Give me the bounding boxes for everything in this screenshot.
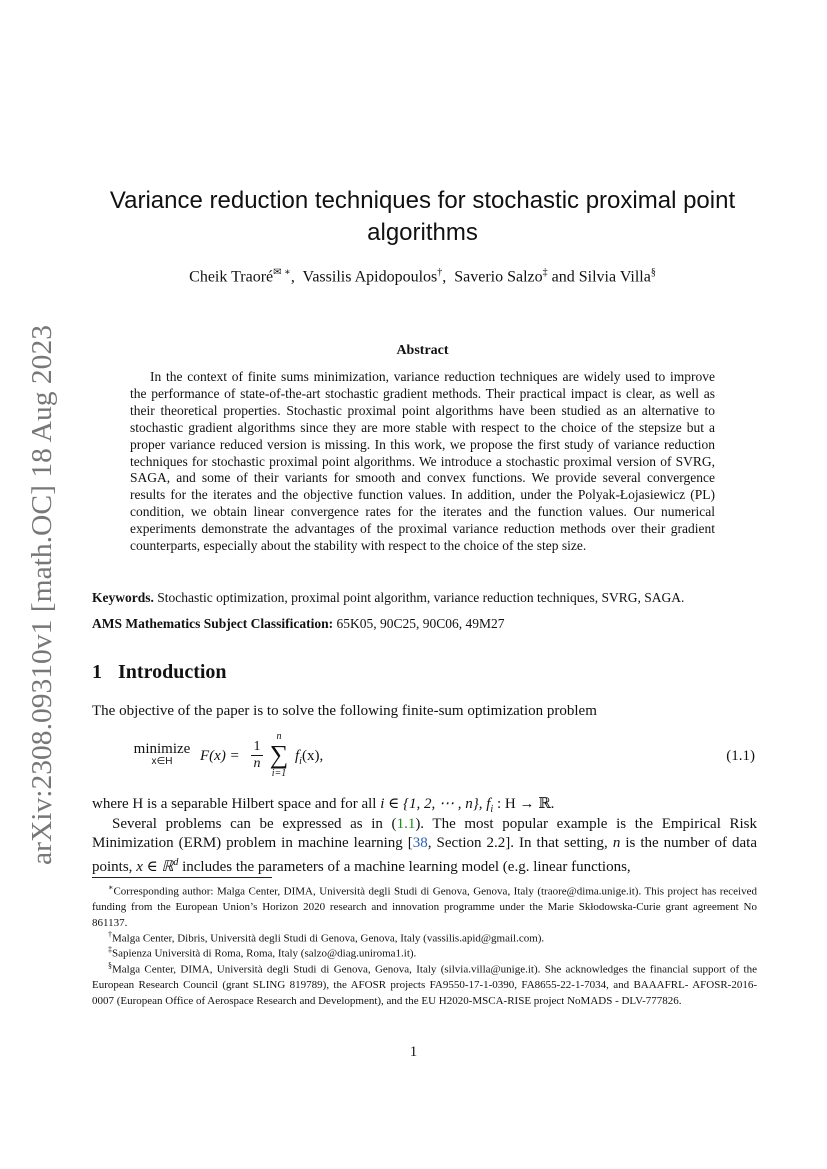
author-mark: ‡	[542, 267, 548, 278]
p2-text: , Section 2.2]. In that setting,	[427, 835, 608, 851]
keywords-text: Stochastic optimization, proximal point algorithm, variance reduction techniques, SVRG, SAGA.	[157, 590, 685, 605]
sum-lower-limit: i=1	[271, 768, 287, 779]
p2-math-superscript: d	[173, 857, 179, 868]
arxiv-stamp-text: arXiv:2308.09310v1 [math.OC] 18 Aug 2023	[27, 353, 58, 865]
author-name: Vassilis Apidopoulos	[302, 268, 438, 286]
footnote-mark: †	[108, 930, 112, 939]
author-name: Cheik Traoré	[189, 268, 274, 286]
sum-symbol: ∑	[269, 740, 289, 769]
equation-sum	[266, 731, 292, 779]
equation-fraction	[251, 739, 263, 772]
where-mapping: : H → ℝ.	[496, 796, 555, 812]
p2-math: n	[612, 835, 621, 851]
fraction-numerator: 1	[253, 739, 261, 754]
intro-paragraph: The objective of the paper is to solve the following finite-sum optimization problem	[92, 703, 597, 719]
equation-reference-link[interactable]: 1.1	[396, 816, 416, 832]
author-name: Saverio Salzo	[454, 268, 543, 286]
citation-link[interactable]: 38	[412, 835, 428, 851]
intro-paragraph-2	[92, 815, 757, 877]
author-name: Silvia Villa	[578, 268, 651, 286]
footnote-mark: ‡	[108, 945, 112, 954]
arxiv-side-stamp	[6, 310, 66, 870]
abstract-heading: Abstract	[396, 343, 449, 358]
section-heading	[92, 661, 227, 684]
section-number: 1	[92, 661, 102, 683]
author-mark: ✉ ∗	[273, 267, 291, 278]
page-number: 1	[409, 1044, 418, 1060]
author-mark: †	[437, 267, 443, 278]
p2-text: Several problems can be expressed as in (	[112, 816, 397, 832]
where-index-set: i ∈ {1, 2, ⋯ , n},	[380, 796, 483, 812]
rhs-subscript: i	[299, 756, 302, 767]
equation-rhs	[295, 748, 323, 767]
section-title: Introduction	[118, 661, 227, 683]
rhs-function: f	[295, 748, 300, 764]
equation-1-1	[130, 731, 755, 787]
footnote-text: Malga Center, Dibris, Università degli Studi di Genova, Genova, Italy (vassilis.apid@gmail.com).	[112, 932, 545, 945]
paper-title: Variance reduction techniques for stochastic proximal point algorithms	[109, 187, 736, 246]
footnote-text: Malga Center, DIMA, Università degli Studi di Genova, Genova, Italy (silvia.villa@unige.it). She acknowledges the financial support of the European Research Council (grant SLING 819789), the AFOSR projects FA9550-17-1-0390, FA8655-22-1-7034, and BAAAFRL- AFOSR-2016-0007 (European Office of Aerospace Research and Development), and the EU H2020-MSCA-RISE project NoMADS - DLV-777826.	[92, 963, 757, 1007]
ams-classification-line	[92, 616, 757, 632]
footnote-mark: ∗	[108, 883, 114, 892]
equation-subscript: x∈H	[151, 756, 173, 767]
p2-text: is the number of data points,	[92, 835, 757, 875]
where-line: where H is a separable Hilbert space and for all i ∈ {1, 2, ⋯ , n}, $f_i$ : H → ℝ.	[92, 796, 555, 815]
equation-minimize: minimize	[133, 741, 191, 757]
where-function: f	[486, 796, 491, 812]
equation-lhs: F(x) =	[200, 748, 240, 764]
p2-text: includes the parameters of a machine learning model (e.g. linear functions,	[182, 859, 631, 875]
footnote-mark: §	[108, 961, 112, 970]
ams-label: AMS Mathematics Subject Classification:	[92, 616, 334, 631]
abstract-text: In the context of finite sums minimization, variance reduction techniques are widely used to improve the performance of state-of-the-art stochastic gradient methods. Their practical impact is clear, as well as their theoretical properties. Stochastic proximal point algorithms have been studied as an alternative to stochastic gradient algorithms since they are more stable with respect to the choice of the stepsize but a proper variance reduced version is missing. In this work, we propose the first study of variance reduction techniques for stochastic proximal point algorithms. We introduce a stochastic proximal version of SVRG, SAGA, and some of their variants for smooth and convex functions. We provide several convergence results for the iterates and the objective function values. In addition, under the Polyak-Łojasiewicz (PL) condition, we obtain linear convergence rates for the iterates and the function values. Our numerical experiments demonstrate the advantages of the proximal variance reduction methods over their gradient counterparts, especially about the stability with respect to the choice of the step size.	[130, 369, 715, 554]
footnote-text: Corresponding author: Malga Center, DIMA, Università degli Studi di Genova, Genova, Italy (traore@dima.unige.it). This project has received funding from the European Union’s Horizon 2020 research and innovation programme under the Marie Skłodowska-Curie grant agreement No 861137.	[92, 885, 757, 929]
footnote	[92, 880, 757, 931]
equation-number: (1.1)	[726, 748, 755, 764]
footnote-rule	[92, 877, 272, 878]
keywords-line	[92, 590, 757, 606]
author-mark: §	[650, 267, 656, 278]
rhs-argument: (x),	[301, 748, 324, 764]
fraction-denominator: n	[251, 755, 263, 772]
author-list: Cheik Traoré✉ ∗, Vassilis Apidopoulos†, Saverio Salzo‡ and Silvia Villa§	[189, 267, 656, 286]
sum-upper-limit: n	[276, 731, 282, 742]
p2-text: ). The most popular example is the Empirical Risk Minimization (ERM) problem in machine learning [	[92, 816, 758, 851]
footnote	[92, 958, 757, 1009]
equation-operator	[130, 741, 194, 767]
author-conjunction: and	[551, 268, 575, 286]
footnote-text: Sapienza Università di Roma, Roma, Italy (salzo@diag.uniroma1.it).	[112, 947, 417, 960]
keywords-label: Keywords.	[92, 590, 154, 605]
p2-math: x ∈ ℝ	[136, 859, 174, 875]
where-text: where H is a separable Hilbert space and for all	[92, 796, 377, 812]
ams-codes: 65K05, 90C25, 90C06, 49M27	[336, 616, 505, 631]
